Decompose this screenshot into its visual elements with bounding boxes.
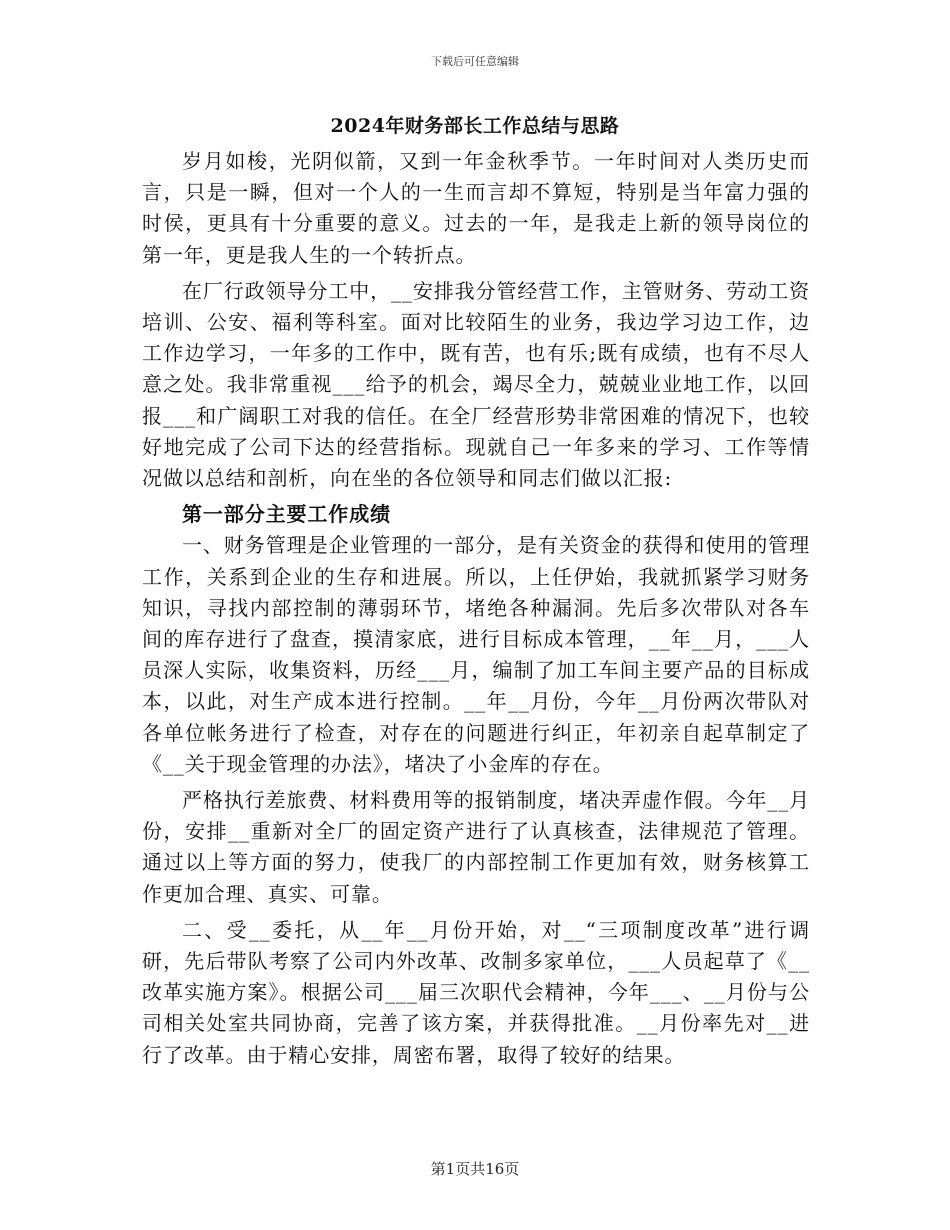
section-paragraph: 一、财务管理是企业管理的一部分，是有关资金的获得和使用的管理工作，关系到企业的生存和进展。所以，上任伊始，我就抓紧学习财务知识，寻找内部控制的薄弱环节，堵绝各种漏洞。先后多次带队对各车间的库存进行了盘查，摸清家底，进行目标成本管理，__年__月，___人员深人实际，收集资料，历经___月，编制了加工车间主要产品的目标成本，以此，对生产成本进行控制。__年__月份，今年__月份两次带队对各单位帐务进行了检查，对存在的问题进行纠正，年初亲自起草制定了《__关于现金管理的办法》，堵决了小金库的存在。 — [142, 533, 810, 776]
section-paragraph: 严格执行差旅费、材料费用等的报销制度，堵决弄虚作假。今年__月份，安排__重新对全厂的固定资产进行了认真核查，法律规范了管理。通过以上等方面的努力，使我厂的内部控制工作更加有效，财务核算工作更加合理、真实、可靠。 — [142, 788, 810, 906]
section-heading: 第一部分主要工作成绩 — [182, 502, 391, 527]
intro-paragraph: 岁月如梭，光阴似箭，又到一年金秋季节。一年时间对人类历史而言，只是一瞬，但对一个人的一生而言却不算短，特别是当年富力强的时侯，更具有十分重要的意义。过去的一年，是我走上新的领导岗位的第一年，更是我人生的一个转折点。 — [142, 149, 810, 267]
section-paragraph: 二、受__委托，从__年__月份开始，对__“三项制度改革”进行调研，先后带队考察了公司内外改革、改制多家单位，___人员起草了《__改革实施方案》。根据公司___届三次职代会精神，今年___、__月份与公司相关处室共同协商，完善了该方案，并获得批准。__月份率先对__进行了改革。由于精心安排，周密布署，取得了较好的结果。 — [142, 917, 810, 1067]
document-title: 2024年财务部长工作总结与思路 — [330, 115, 620, 137]
document-body — [142, 146, 810, 1071]
intro-paragraph: 在厂行政领导分工中，__安排我分管经营工作，主管财务、劳动工资培训、公安、福利等科室。面对比较陌生的业务，我边学习边工作，边工作边学习，一年多的工作中，既有苦，也有乐;既有成绩，也有不尽人意之处。我非常重视___给予的机会，竭尽全力，兢兢业业地工作，以回报___和广阔职工对我的信任。在全厂经营形势非常困难的情况下，也较好地完成了公司下达的经营指标。现就自己一年多来的学习、工作等情况做以总结和剖析，向在坐的各位领导和同志们做以汇报: — [142, 278, 810, 491]
page-number-footer: 第1页共16页 — [430, 1160, 520, 1178]
header-note: 下载后可任意编辑 — [431, 55, 519, 68]
